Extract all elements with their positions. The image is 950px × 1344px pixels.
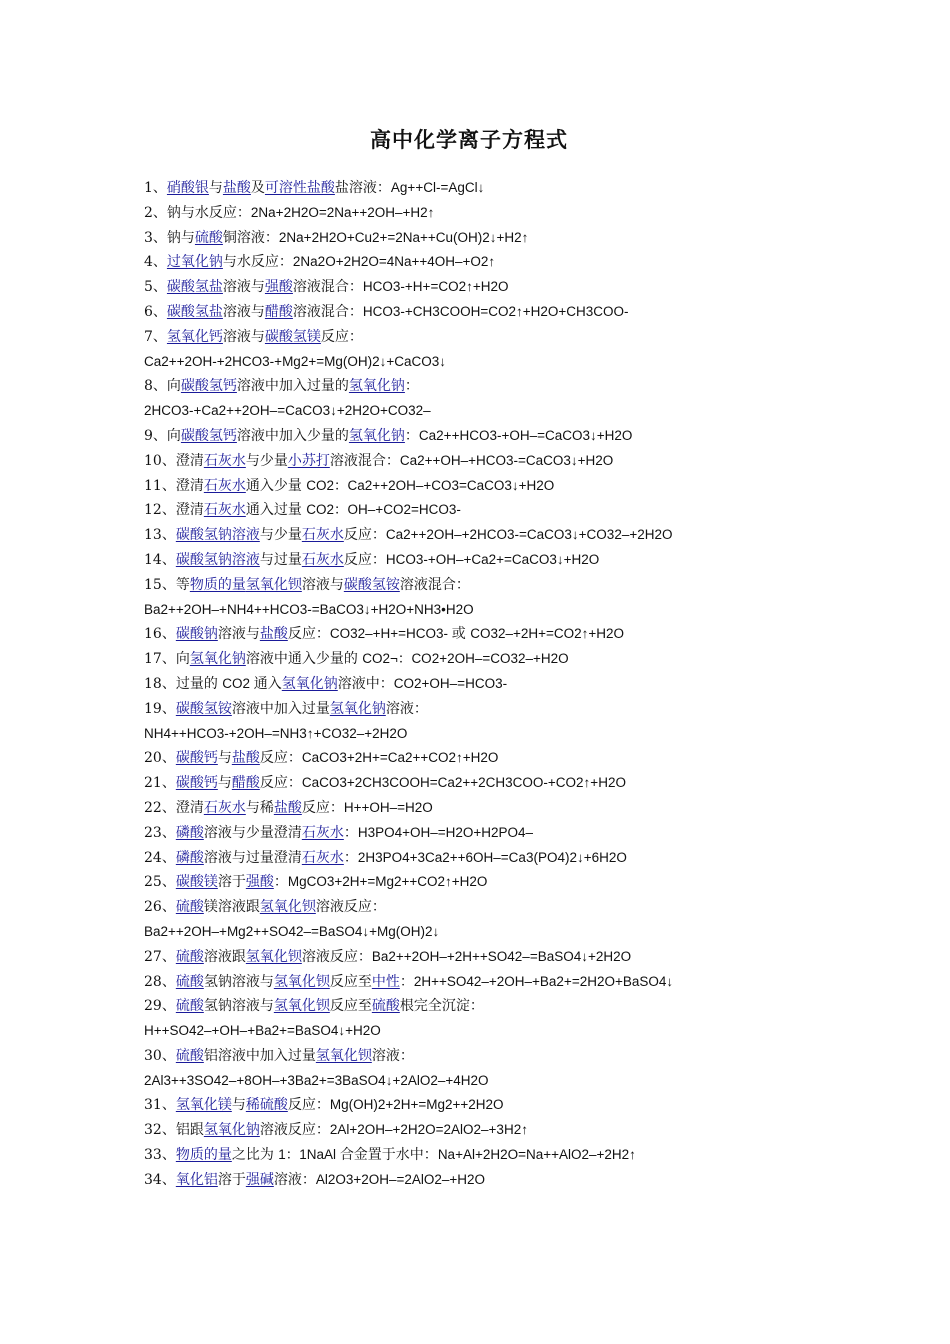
- equation-line: [144, 424, 914, 449]
- term-link[interactable]: 石灰水: [301, 551, 344, 568]
- equation-line: [144, 176, 914, 201]
- line-text: 反应至: [329, 973, 372, 990]
- equation-line: [144, 399, 914, 424]
- term-link[interactable]: 氢氧化钠: [189, 651, 246, 668]
- line-text: 8、向: [144, 378, 181, 395]
- line-text: 20、: [144, 750, 176, 767]
- term-link[interactable]: 强酸: [264, 279, 293, 296]
- line-text: 溶液反应：: [315, 899, 386, 916]
- term-link[interactable]: 氧化铝: [175, 1171, 218, 1188]
- term-link[interactable]: 硫酸: [175, 948, 204, 965]
- term-link[interactable]: 碳酸氢钙: [180, 427, 237, 444]
- line-text: 溶液：: [385, 700, 428, 717]
- term-link[interactable]: 盐酸: [273, 799, 302, 816]
- line-text: 溶液与少量澄清: [203, 824, 302, 841]
- line-text: 26、: [144, 899, 176, 916]
- line-text: 溶液中加入少量的: [236, 427, 349, 444]
- line-text: 溶液反应：: [259, 1122, 330, 1139]
- line-text: 14、: [144, 551, 176, 568]
- equation-line: [144, 226, 914, 251]
- equation-line: [144, 201, 914, 226]
- term-link[interactable]: 氢氧化钡: [273, 973, 330, 990]
- line-text: 27、: [144, 948, 176, 965]
- line-text: 与: [217, 750, 232, 767]
- line-text: 之比为: [231, 1147, 279, 1164]
- term-link[interactable]: 石灰水: [301, 824, 344, 841]
- term-link[interactable]: 石灰水: [203, 502, 246, 519]
- line-text: 6、: [144, 303, 167, 320]
- line-text: ：: [404, 378, 419, 395]
- equation-text: CO2¬：: [362, 651, 412, 667]
- line-text: 溶液中加入过量的: [236, 378, 349, 395]
- line-text: 12、澄清: [144, 502, 204, 519]
- line-text: 16、: [144, 626, 176, 643]
- equation-text: Ba2++2OH–+NH4++HCO3-=BaCO3↓+H2O+NH3•H2O: [144, 601, 474, 617]
- line-text: ：: [343, 849, 358, 866]
- line-text: 通入过量: [245, 502, 307, 519]
- term-link[interactable]: 氢氧化钡: [273, 998, 330, 1015]
- line-text: 与: [231, 1097, 246, 1114]
- term-link[interactable]: 小苏打: [287, 452, 330, 469]
- term-link[interactable]: 硫酸: [175, 998, 204, 1015]
- line-text: 通入少量: [245, 477, 307, 494]
- equation-text: CO2: [222, 675, 254, 691]
- line-text: 溶液混合：: [292, 303, 363, 320]
- line-text: 氢钠溶液与: [203, 998, 274, 1015]
- term-link[interactable]: 碳酸氢铵: [343, 576, 400, 593]
- term-link[interactable]: 盐酸: [231, 750, 260, 767]
- line-text: 33、: [144, 1147, 176, 1164]
- equation-text: 2H++SO42–+2OH–+Ba2+=2H2O+BaSO4↓: [413, 973, 674, 989]
- equation-text: CO2+OH–=HCO3-: [393, 675, 508, 691]
- equation-line: [144, 1118, 914, 1143]
- equation-text: 2Al+2OH–+2H2O=2AlO2–+3H2↑: [329, 1122, 528, 1138]
- term-link[interactable]: 中性: [371, 973, 400, 990]
- line-text: 溶液跟: [203, 948, 246, 965]
- line-text: 13、: [144, 527, 176, 544]
- line-text: 32、铝跟: [144, 1122, 204, 1139]
- term-link[interactable]: 石灰水: [203, 477, 246, 494]
- line-text: 根完全沉淀：: [399, 998, 484, 1015]
- line-text: ：: [343, 824, 358, 841]
- equation-text: Ba2++2OH–+Mg2++SO42–=BaSO4↓+Mg(OH)2↓: [144, 923, 440, 939]
- term-link[interactable]: 强碱: [245, 1171, 274, 1188]
- line-text: 30、: [144, 1047, 176, 1064]
- line-text: 及: [250, 180, 265, 196]
- line-text: 镁溶液跟: [203, 899, 260, 916]
- equation-text: Ag++Cl-=AgCl↓: [390, 180, 485, 195]
- line-text: 7、: [144, 328, 167, 345]
- equation-text: Ca2++2OH-+2HCO3-+Mg2+=Mg(OH)2↓+CaCO3↓: [144, 353, 446, 369]
- term-link[interactable]: 碳酸钠: [175, 626, 218, 643]
- term-link[interactable]: 氢氧化钠: [348, 378, 405, 395]
- equation-line: [144, 895, 914, 920]
- equation-text: 2Na2O+2H2O=4Na++4OH–+O2↑: [292, 254, 496, 270]
- line-text: 与水反应：: [222, 254, 293, 271]
- line-text: 19、: [144, 700, 176, 717]
- equation-line: [144, 573, 914, 598]
- equation-line: [144, 945, 914, 970]
- term-link[interactable]: 碳酸氢钙: [180, 378, 237, 395]
- equation-text: CO2：: [306, 477, 348, 493]
- term-link[interactable]: 磷酸: [175, 849, 204, 866]
- line-text: 溶液中：: [337, 675, 394, 692]
- line-text: 氢钠溶液与: [203, 973, 274, 990]
- equation-line: [144, 846, 914, 871]
- equation-text: CaCO3+2CH3COOH=Ca2++2CH3COO-+CO2↑+H2O: [301, 775, 626, 791]
- equation-line: [144, 1168, 914, 1193]
- equation-line: [144, 250, 914, 275]
- line-text: 溶液与: [301, 576, 344, 593]
- equation-line: [144, 1093, 914, 1118]
- equation-text: HCO3-+OH–+Ca2+=CaCO3↓+H2O: [385, 551, 600, 567]
- line-text: 18、过量的: [144, 675, 223, 692]
- term-link[interactable]: 氢氧化镁: [175, 1097, 232, 1114]
- equation-line: [144, 374, 914, 399]
- term-link[interactable]: 氢氧化钙: [166, 328, 223, 345]
- line-text: 通入: [253, 675, 282, 692]
- term-link[interactable]: 醋酸: [264, 303, 293, 320]
- line-text: 溶液：: [273, 1171, 316, 1188]
- line-text: 与少量: [259, 527, 302, 544]
- equation-text: Na+Al+2H2O=Na++AlO2–+2H2↑: [437, 1147, 636, 1163]
- line-text: 溶液中通入少量的: [245, 651, 363, 668]
- equation-text: H++SO42–+OH–+Ba2+=BaSO4↓+H2O: [144, 1023, 381, 1039]
- term-link[interactable]: 氢氧化钡: [245, 576, 302, 593]
- term-link[interactable]: 碳酸氢钠溶液: [175, 551, 260, 568]
- term-link[interactable]: 磷酸: [175, 824, 204, 841]
- line-text: 溶液与过量澄清: [203, 849, 302, 866]
- term-link[interactable]: 碳酸氢铵: [175, 700, 232, 717]
- line-text: 溶液反应：: [301, 948, 372, 965]
- equation-line: [144, 672, 914, 697]
- line-text: 溶液混合：: [399, 576, 470, 593]
- equation-line: [144, 796, 914, 821]
- term-link[interactable]: 氢氧化钡: [315, 1047, 372, 1064]
- line-text: ：: [404, 427, 419, 444]
- term-link[interactable]: 氢氧化钠: [348, 427, 405, 444]
- line-text: 5、: [144, 279, 167, 296]
- line-text: 铜溶液：: [222, 229, 279, 246]
- equation-text: 2Na+2H2O+Cu2+=2Na++Cu(OH)2↓+H2↑: [278, 229, 529, 245]
- term-link[interactable]: 碳酸钙: [175, 750, 218, 767]
- equation-text: 2Na+2H2O=2Na++2OH–+H2↑: [250, 204, 435, 220]
- line-text: 或: [451, 626, 471, 643]
- term-link[interactable]: 氢氧化钠: [281, 675, 338, 692]
- equation-line: [144, 275, 914, 300]
- term-link[interactable]: 硫酸: [175, 899, 204, 916]
- equation-text: OH–+CO2=HCO3-: [347, 502, 461, 518]
- equation-line: [144, 771, 914, 796]
- term-link[interactable]: 石灰水: [203, 452, 246, 469]
- equation-line: [144, 498, 914, 523]
- equation-line: [144, 970, 914, 995]
- term-link[interactable]: 强酸: [245, 874, 274, 891]
- equation-text: H++OH–=H2O: [343, 799, 433, 815]
- equation-line: [144, 994, 914, 1019]
- term-link[interactable]: 碳酸氢盐: [166, 279, 223, 296]
- line-text: 15、等: [144, 576, 190, 593]
- equation-text: CO2+2OH–=CO32–+H2O: [411, 651, 569, 667]
- equation-text: 1：1NaAl: [278, 1147, 340, 1163]
- term-link[interactable]: 硝酸银: [166, 180, 209, 196]
- term-link[interactable]: 碳酸钙: [175, 775, 218, 792]
- line-text: 4、: [144, 254, 167, 271]
- equation-line: [144, 1019, 914, 1044]
- line-text: 17、向: [144, 651, 190, 668]
- equation-line: [144, 350, 914, 375]
- line-text: 反应：: [343, 527, 386, 544]
- line-text: 反应：: [259, 775, 302, 792]
- line-text: 34、: [144, 1171, 176, 1188]
- line-text: 与过量: [259, 551, 302, 568]
- line-text: 铝溶液中加入过量: [203, 1047, 316, 1064]
- line-text: 24、: [144, 849, 176, 866]
- line-text: 合金置于水中：: [339, 1147, 438, 1164]
- line-text: 反应：: [301, 799, 344, 816]
- equation-text: Ca2++OH–+HCO3-=CaCO3↓+H2O: [399, 452, 614, 468]
- line-text: 31、: [144, 1097, 176, 1114]
- line-text: 11、澄清: [144, 477, 204, 494]
- equation-line: [144, 647, 914, 672]
- equation-line: [144, 821, 914, 846]
- line-text: 溶液中加入过量: [231, 700, 330, 717]
- term-link[interactable]: 物质的量: [189, 576, 246, 593]
- line-text: 溶液：: [371, 1047, 414, 1064]
- equation-text: HCO3-+H+=CO2↑+H2O: [362, 279, 509, 295]
- term-link[interactable]: 硫酸: [194, 229, 223, 246]
- line-text: 22、澄清: [144, 799, 204, 816]
- line-text: 溶液与: [222, 328, 265, 345]
- equation-line: [144, 870, 914, 895]
- equation-line: [144, 300, 914, 325]
- line-text: 2、钠与水反应：: [144, 204, 251, 221]
- equation-line: [144, 697, 914, 722]
- term-link[interactable]: 石灰水: [301, 527, 344, 544]
- line-text: 溶于: [217, 874, 246, 891]
- term-link[interactable]: 盐酸: [222, 180, 251, 196]
- line-text: 25、: [144, 874, 176, 891]
- equation-line: [144, 325, 914, 350]
- term-link[interactable]: 碳酸氢钠溶液: [175, 527, 260, 544]
- term-link[interactable]: 氢氧化钠: [329, 700, 386, 717]
- line-text: 反应至: [329, 998, 372, 1015]
- equation-line: [144, 474, 914, 499]
- line-text: 与少量: [245, 452, 288, 469]
- line-text: ：: [273, 874, 288, 891]
- equation-text: Ca2++2OH–+CO3=CaCO3↓+H2O: [347, 477, 555, 493]
- page-title: 高中化学离子方程式: [370, 127, 568, 152]
- line-text: 1、: [144, 180, 167, 196]
- line-text: 反应：: [343, 551, 386, 568]
- equation-line: [144, 449, 914, 474]
- equation-line: [144, 920, 914, 945]
- term-link[interactable]: 硫酸: [371, 998, 400, 1015]
- equation-text: CO32–+2H+=CO2↑+H2O: [470, 626, 625, 642]
- term-link[interactable]: 氢氧化钡: [245, 948, 302, 965]
- equation-text: CO32–+H+=HCO3-: [329, 626, 452, 642]
- line-text: 23、: [144, 824, 176, 841]
- line-text: 与: [208, 180, 223, 196]
- term-link[interactable]: 醋酸: [231, 775, 260, 792]
- term-link[interactable]: 物质的量: [175, 1147, 232, 1164]
- line-text: 29、: [144, 998, 176, 1015]
- line-text: 溶液与: [222, 303, 265, 320]
- equation-text: CaCO3+2H+=Ca2++CO2↑+H2O: [301, 750, 499, 766]
- line-text: 与: [217, 775, 232, 792]
- equation-line: [144, 1143, 914, 1168]
- term-link[interactable]: 石灰水: [203, 799, 246, 816]
- line-text: 反应：: [287, 626, 330, 643]
- line-text: 反应：: [320, 328, 363, 345]
- line-text: 3、钠与: [144, 229, 195, 246]
- equation-text: HCO3-+CH3COOH=CO2↑+H2O+CH3COO-: [362, 303, 629, 319]
- line-text: 反应：: [259, 750, 302, 767]
- line-text: 28、: [144, 973, 176, 990]
- equation-text: 2HCO3-+Ca2++2OH–=CaCO3↓+2H2O+CO32–: [144, 403, 431, 419]
- line-text: 溶液混合：: [329, 452, 400, 469]
- line-text: 21、: [144, 775, 176, 792]
- equation-line: [144, 746, 914, 771]
- equation-line: [144, 523, 914, 548]
- equation-line: [144, 1069, 914, 1094]
- term-link[interactable]: 可溶性盐酸: [264, 180, 335, 196]
- line-text: 反应：: [287, 1097, 330, 1114]
- equation-list: [144, 176, 914, 1193]
- equation-text: 2H3PO4+3Ca2++6OH–=Ca3(PO4)2↓+6H2O: [357, 849, 627, 865]
- equation-text: Ba2++2OH–+2H++SO42–=BaSO4↓+2H2O: [371, 948, 632, 964]
- term-link[interactable]: 稀硫酸: [245, 1097, 288, 1114]
- equation-line: [144, 622, 914, 647]
- line-text: 溶于: [217, 1171, 246, 1188]
- line-text: 与稀: [245, 799, 274, 816]
- equation-text: Al2O3+2OH–=2AlO2–+H2O: [315, 1171, 486, 1187]
- equation-text: Mg(OH)2+2H+=Mg2++2H2O: [329, 1097, 504, 1113]
- equation-text: Ca2++2OH–+2HCO3-=CaCO3↓+CO32–+2H2O: [385, 527, 673, 543]
- equation-text: Ca2++HCO3-+OH–=CaCO3↓+H2O: [418, 427, 633, 443]
- term-link[interactable]: 氢氧化钡: [259, 899, 316, 916]
- line-text: 溶液混合：: [292, 279, 363, 296]
- term-link[interactable]: 盐酸: [259, 626, 288, 643]
- line-text: 盐溶液：: [334, 180, 391, 196]
- term-link[interactable]: 硫酸: [175, 1047, 204, 1064]
- equation-line: [144, 722, 914, 747]
- line-text: ：: [399, 973, 414, 990]
- equation-text: H3PO4+OH–=H2O+H2PO4–: [357, 824, 534, 840]
- equation-text: MgCO3+2H+=Mg2++CO2↑+H2O: [287, 874, 488, 890]
- equation-line: [144, 548, 914, 573]
- term-link[interactable]: 硫酸: [175, 973, 204, 990]
- equation-line: [144, 598, 914, 623]
- equation-text: CO2：: [306, 502, 348, 518]
- line-text: 溶液与: [217, 626, 260, 643]
- equation-text: 2Al3++3SO42–+8OH–+3Ba2+=3BaSO4↓+2AlO2–+4H2O: [144, 1072, 489, 1088]
- line-text: 10、澄清: [144, 452, 204, 469]
- term-link[interactable]: 碳酸镁: [175, 874, 218, 891]
- term-link[interactable]: 氢氧化钠: [203, 1122, 260, 1139]
- equation-text: NH4++HCO3-+2OH–=NH3↑+CO32–+2H2O: [144, 725, 408, 741]
- term-link[interactable]: 石灰水: [301, 849, 344, 866]
- term-link[interactable]: 碳酸氢盐: [166, 303, 223, 320]
- term-link[interactable]: 碳酸氢镁: [264, 328, 321, 345]
- line-text: 9、向: [144, 427, 181, 444]
- equation-line: [144, 1044, 914, 1069]
- term-link[interactable]: 过氧化钠: [166, 254, 223, 271]
- line-text: 溶液与: [222, 279, 265, 296]
